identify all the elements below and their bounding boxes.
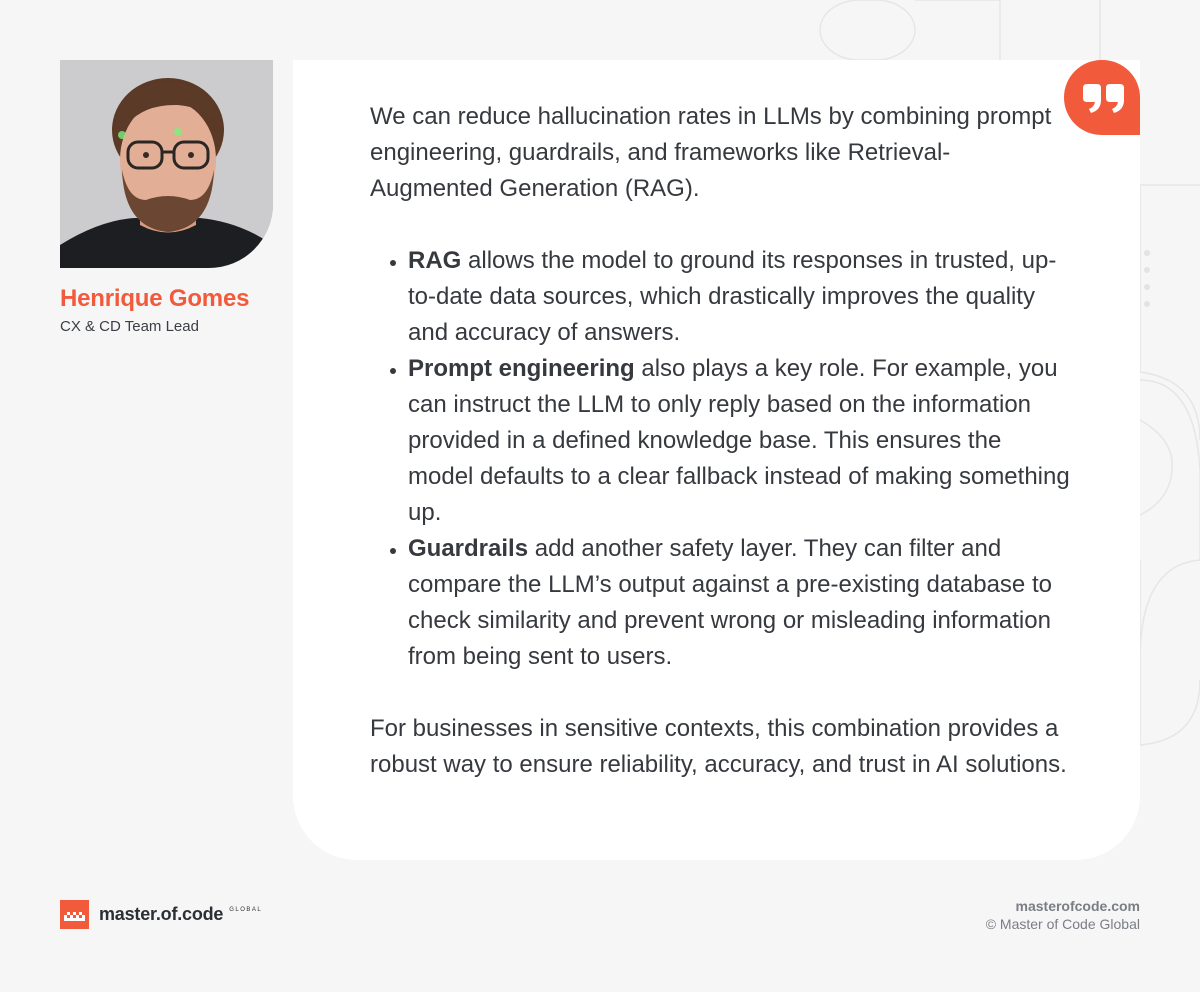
brand-subtitle: GLOBAL xyxy=(229,906,263,913)
list-item xyxy=(408,243,1070,351)
author-role: CX & CD Team Lead xyxy=(60,318,199,335)
bullet-term: Prompt engineering xyxy=(408,355,635,382)
quote-marks-icon xyxy=(1064,60,1140,135)
author-photo xyxy=(60,60,273,268)
brand-name: master.of.code xyxy=(99,904,224,924)
quote-closing: For businesses in sensitive contexts, this combination provides a robust way to ensure reliability, accuracy, and trust in AI solutions. xyxy=(370,715,1067,778)
copyright: © Master of Code Global xyxy=(985,916,1140,932)
list-item xyxy=(408,531,1070,675)
brand-logo-icon xyxy=(60,900,89,929)
bullet-text: add another safety layer. They can filter and compare the LLM’s output against a pre-existing database to check similarity and prevent wrong or misleading information from being sent to users. xyxy=(408,535,1052,670)
bullet-text: allows the model to ground its responses in trusted, up-to-date data sources, which drastically improves the quality and accuracy of answers. xyxy=(408,247,1057,346)
bullet-text: also plays a key role. For example, you can instruct the LLM to only reply based on the information provided in a defined knowledge base. This ensures the model defaults to a clear fallback instead of making something up. xyxy=(408,355,1070,526)
quote-badge xyxy=(1064,60,1140,135)
brand-logo xyxy=(60,900,262,929)
site-link[interactable]: masterofcode.com xyxy=(1015,898,1140,914)
footer-credits xyxy=(986,897,1140,933)
quote-bullet-list xyxy=(370,243,1070,675)
avatar xyxy=(60,60,273,268)
author-name: Henrique Gomes xyxy=(60,285,250,312)
quote-content xyxy=(370,99,1070,783)
quote-intro: We can reduce hallucination rates in LLMs by combining prompt engineering, guardrails, and frameworks like Retrieval-Augmented Generation (RAG). xyxy=(370,103,1052,202)
bullet-term: Guardrails xyxy=(408,535,529,562)
list-item xyxy=(408,351,1070,531)
bullet-term: RAG xyxy=(408,247,462,274)
